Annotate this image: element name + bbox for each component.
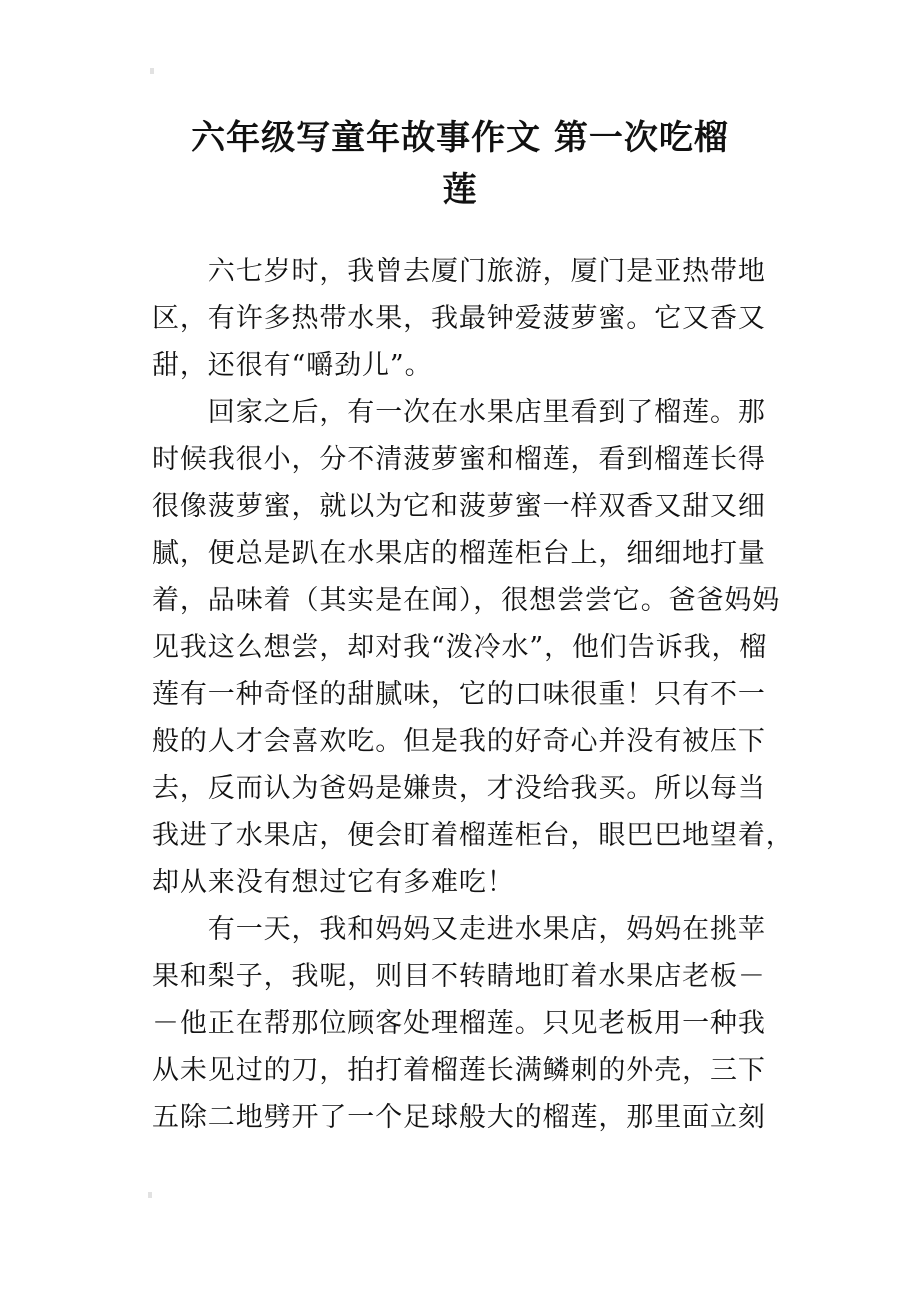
text-line: 般的人才会喜欢吃。但是我的好奇心并没有被压下 <box>152 726 766 757</box>
text-line: 我进了水果店，便会盯着榴莲柜台，眼巴巴地望着， <box>152 820 794 851</box>
text-line: 有一天，我和妈妈又走进水果店，妈妈在挑苹 <box>152 914 766 945</box>
text-line: 腻，便总是趴在水果店的榴莲柜台上，细细地打量 <box>152 538 766 569</box>
paragraph <box>152 389 794 906</box>
text-line: 莲有一种奇怪的甜腻味，它的口味很重！只有不一 <box>152 679 766 710</box>
scan-speck <box>148 1192 152 1198</box>
text-line: 见我这么想尝，却对我“泼冷水”，他们告诉我，榴 <box>152 632 768 663</box>
text-line: 果和梨子，我呢，则目不转睛地盯着水果店老板－ <box>152 961 766 992</box>
text-line: 去，反而认为爸妈是嫌贵，才没给我买。所以每当 <box>152 773 766 804</box>
title-line: 莲 <box>442 170 478 210</box>
document-title <box>150 112 770 216</box>
text-line: 从未见过的刀，拍打着榴莲长满鳞刺的外壳，三下 <box>152 1055 766 1086</box>
text-line: 甜，还很有“嚼劲儿”。 <box>152 350 433 381</box>
title-line: 六年级写童年故事作文 第一次吃榴 <box>191 118 729 158</box>
scan-speck <box>150 68 154 74</box>
text-line: 五除二地劈开了一个足球般大的榴莲，那里面立刻 <box>152 1102 766 1133</box>
text-line: 时候我很小，分不清菠萝蜜和榴莲，看到榴莲长得 <box>152 444 766 475</box>
paragraph <box>152 248 770 389</box>
document-body <box>152 248 794 1141</box>
text-line: 很像菠萝蜜，就以为它和菠萝蜜一样双香又甜又细 <box>152 491 766 522</box>
text-line: 却从来没有想过它有多难吃！ <box>152 867 515 898</box>
text-line: 着，品味着（其实是在闻），很想尝尝它。爸爸妈妈 <box>152 585 781 616</box>
text-line: 回家之后，有一次在水果店里看到了榴莲。那 <box>152 397 766 428</box>
text-line: 六七岁时，我曾去厦门旅游，厦门是亚热带地 <box>152 256 766 287</box>
paragraph <box>152 906 770 1141</box>
text-line: 区，有许多热带水果，我最钟爱菠萝蜜。它又香又 <box>152 303 766 334</box>
text-line: －他正在帮那位顾客处理榴莲。只见老板用一种我 <box>152 1008 766 1039</box>
